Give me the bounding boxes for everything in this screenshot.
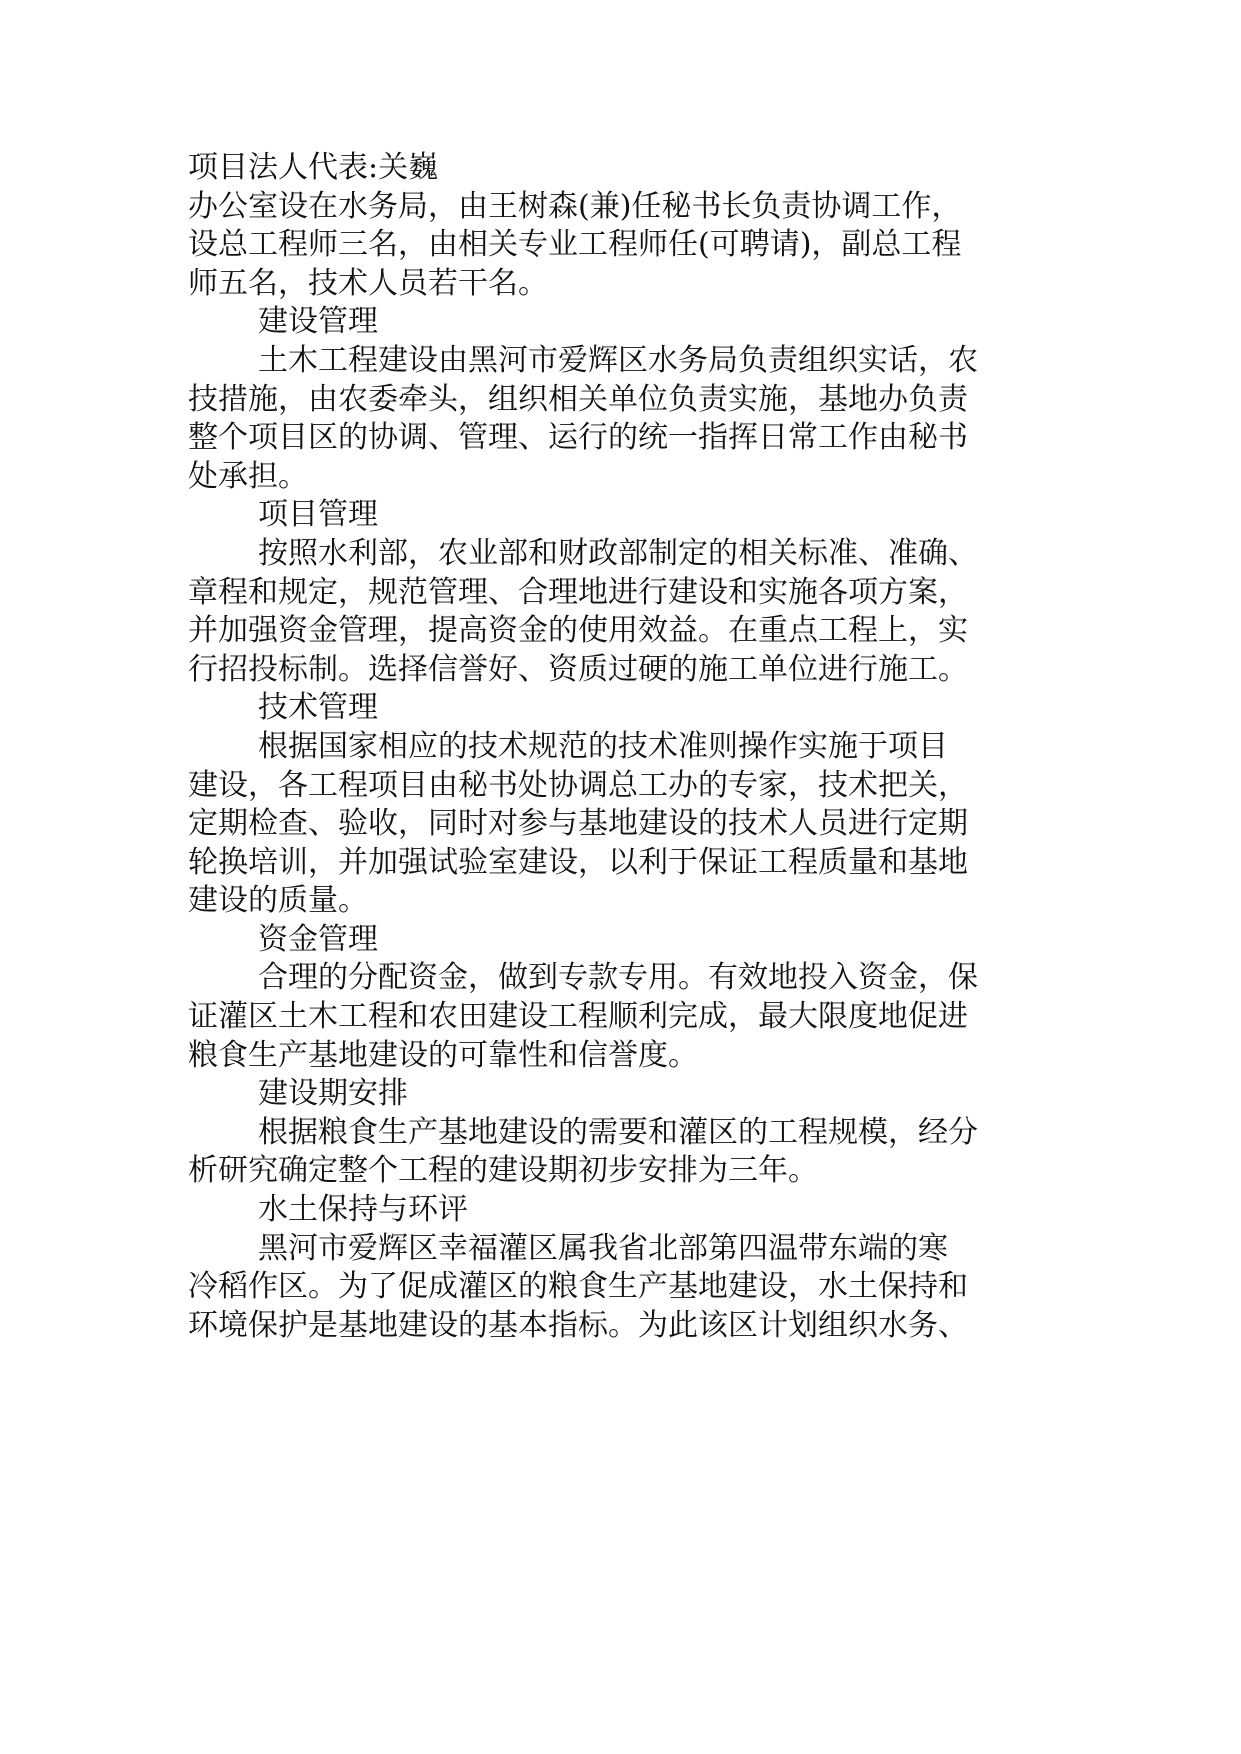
section-heading-construction-management: 建设管理: [258, 304, 378, 340]
paragraph-line: 析研究确定整个工程的建设期初步安排为三年。: [188, 1153, 818, 1189]
document-page: [188, 149, 1058, 1345]
paragraph-line: 粮食生产基地建设的可靠性和信誉度。: [188, 1037, 698, 1073]
paragraph-line: 轮换培训，并加强试验室建设，以利于保证工程质量和基地: [188, 844, 968, 880]
paragraph-line: 按照水利部，农业部和财政部制定的相关标准、准确、: [258, 535, 978, 571]
paragraph-line: 冷稻作区。为了促成灌区的粮食生产基地建设，水土保持和: [188, 1269, 968, 1305]
section-heading-construction-schedule: 建设期安排: [258, 1076, 408, 1112]
paragraph-line: 章程和规定，规范管理、合理地进行建设和实施各项方案，: [188, 574, 968, 610]
section-heading-soil-water-environment: 水土保持与环评: [258, 1192, 468, 1228]
paragraph-line: 定期检查、验收，同时对参与基地建设的技术人员进行定期: [188, 806, 968, 842]
paragraph-line: 建设的质量。: [188, 883, 368, 919]
paragraph-line: 环境保护是基地建设的基本指标。为此该区计划组织水务、: [188, 1307, 968, 1343]
legal-representative-line: 项目法人代表:关巍: [188, 150, 439, 185]
paragraph-line: 黑河市爱辉区幸福灌区属我省北部第四温带东端的寒: [258, 1230, 948, 1266]
office-text-line: 设总工程师三名，由相关专业工程师任(可聘请)，副总工程: [188, 227, 962, 263]
section-heading-fund-management: 资金管理: [258, 921, 378, 957]
paragraph-line: 土木工程建设由黑河市爱辉区水务局负责组织实话，农: [258, 342, 978, 378]
paragraph-line: 证灌区土木工程和农田建设工程顺利完成，最大限度地促进: [188, 999, 968, 1035]
section-heading-technical-management: 技术管理: [258, 690, 378, 726]
paragraph-line: 整个项目区的协调、管理、运行的统一指挥日常工作由秘书: [188, 420, 968, 456]
paragraph-line: 根据国家相应的技术规范的技术准则操作实施于项目: [258, 728, 948, 764]
section-heading-project-management: 项目管理: [258, 497, 378, 533]
paragraph-line: 建设，各工程项目由秘书处协调总工办的专家，技术把关，: [188, 767, 968, 803]
paragraph-line: 根据粮食生产基地建设的需要和灌区的工程规模，经分: [258, 1114, 978, 1150]
paragraph-line: 技措施，由农委牵头，组织相关单位负责实施，基地办负责: [188, 381, 968, 417]
paragraph-line: 行招投标制。选择信誉好、资质过硬的施工单位进行施工。: [188, 651, 968, 687]
office-text-line: 办公室设在水务局，由王树森(兼)任秘书长负责协调工作，: [188, 188, 962, 224]
paragraph-line: 并加强资金管理，提高资金的使用效益。在重点工程上，实: [188, 613, 968, 649]
office-text-line: 师五名，技术人员若干名。: [188, 265, 548, 301]
paragraph-line: 合理的分配资金，做到专款专用。有效地投入资金，保: [258, 960, 978, 996]
paragraph-line: 处承担。: [188, 458, 308, 494]
